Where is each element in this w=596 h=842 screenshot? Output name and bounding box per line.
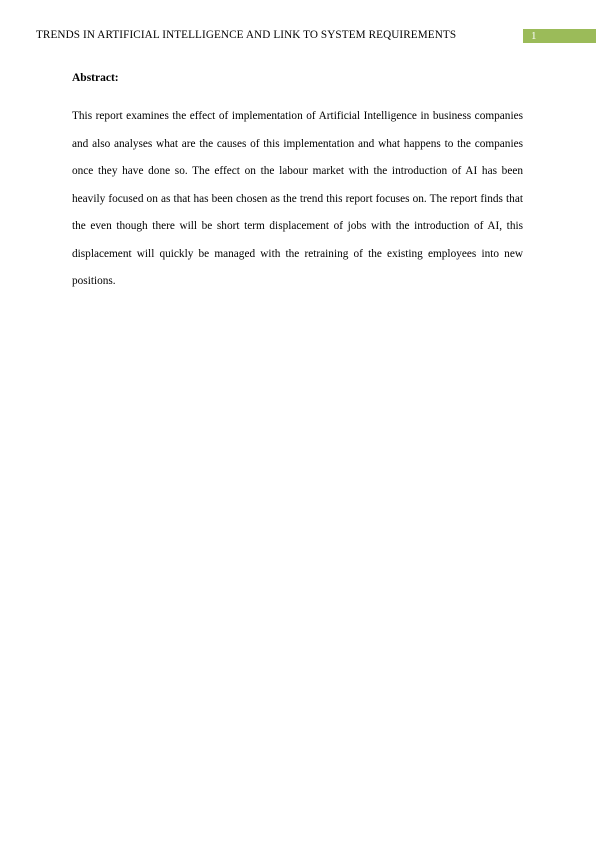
abstract-body: This report examines the effect of implementation of Artificial Intelligence in business companies and also analyses what are the causes of this implementation and what happens to the companies once they have done so. The effect on the labour market with the introduction of AI has been heavily focused on as that has been chosen as the trend this report focuses on. The report finds that the even though there will be short term displacement of jobs with the introduction of AI, this displacement will quickly be managed with the retraining of the existing employees into new positions.	[72, 110, 523, 287]
page-number: 1	[531, 30, 537, 42]
abstract-heading: Abstract:	[72, 72, 119, 84]
running-header-title: TRENDS IN ARTIFICIAL INTELLIGENCE AND LINK TO SYSTEM REQUIREMENTS	[36, 29, 457, 41]
page-number-badge	[523, 29, 596, 43]
